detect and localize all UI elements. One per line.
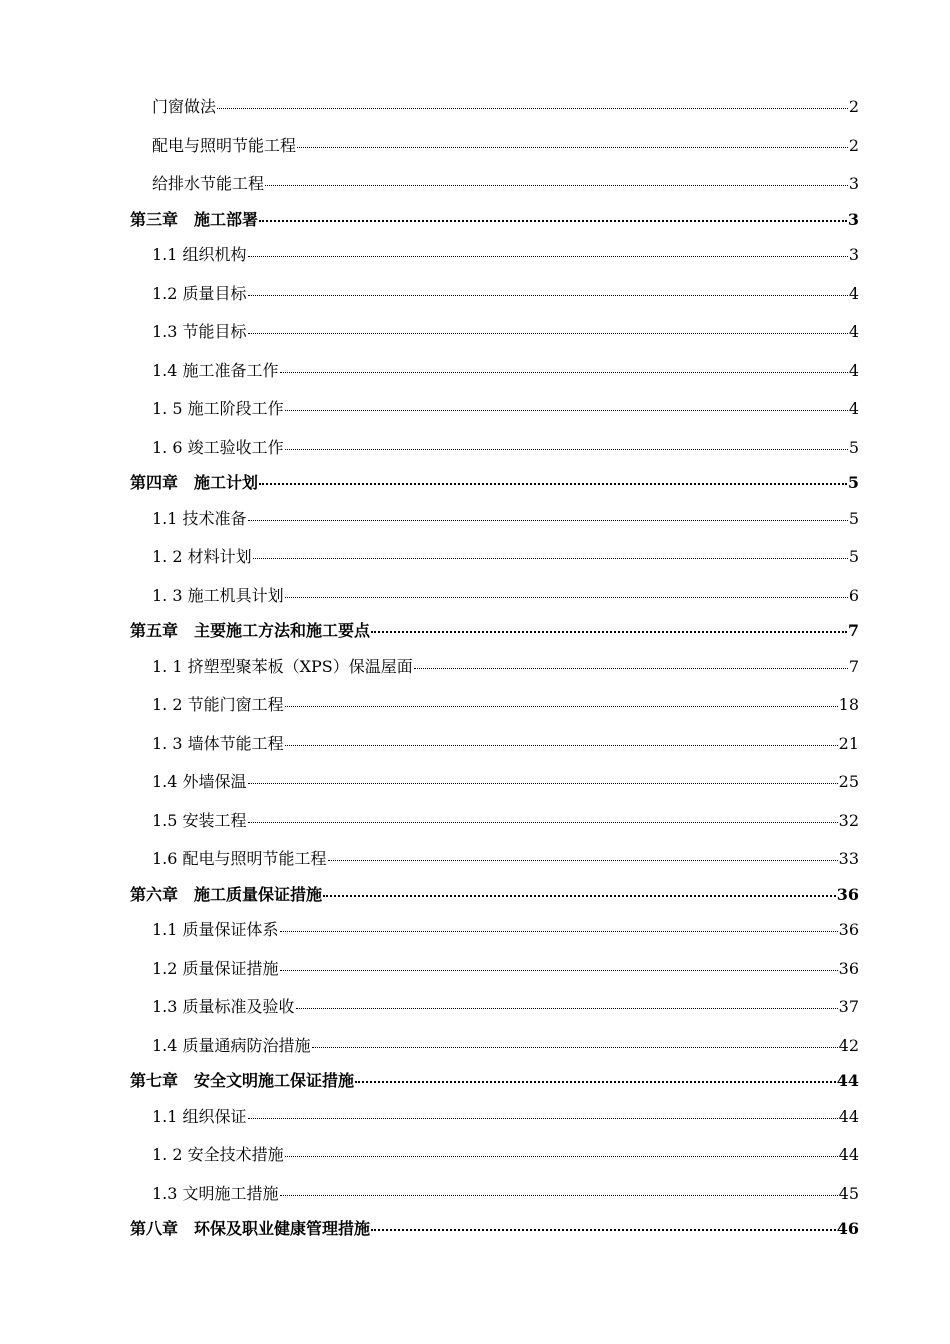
toc-section-entry[interactable] (152, 281, 859, 307)
dot-leader (285, 1156, 838, 1157)
toc-entry-page-number: 46 (836, 1219, 859, 1238)
toc-section-entry[interactable] (152, 171, 859, 197)
toc-entry-title: 1.1 质量保证体系 (152, 920, 279, 939)
toc-section-entry[interactable] (152, 994, 859, 1020)
dot-leader (414, 668, 848, 669)
toc-entry-page-number: 37 (838, 997, 859, 1016)
toc-entry-title: 1. 3 施工机具计划 (152, 585, 284, 605)
toc-section-entry[interactable] (152, 1104, 859, 1130)
toc-entry-page-number: 3 (848, 174, 859, 193)
toc-entry-page-number: 44 (838, 1145, 859, 1164)
dot-leader (248, 783, 838, 784)
toc-entry-title: 1.3 文明施工措施 (152, 1183, 279, 1203)
toc-chapter-entry[interactable] (130, 1068, 859, 1094)
toc-section-entry[interactable] (152, 242, 859, 268)
toc-entry-page-number: 4 (848, 399, 859, 418)
toc-entry-page-number: 4 (848, 283, 859, 303)
toc-section-entry[interactable] (152, 583, 859, 609)
toc-entry-title: 1.3 质量标准及验收 (152, 997, 295, 1016)
toc-entry-page-number: 3 (848, 245, 859, 264)
toc-entry-title: 1. 5 施工阶段工作 (152, 399, 284, 418)
dot-leader (328, 860, 838, 861)
toc-entry-page-number: 44 (838, 1106, 859, 1126)
toc-entry-title: 1. 2 材料计划 (152, 547, 252, 566)
toc-entry-title: 1.2 质量保证措施 (152, 958, 279, 978)
toc-section-entry[interactable] (152, 1181, 859, 1207)
toc-entry-title: 1.2 质量目标 (152, 283, 247, 303)
dot-leader (285, 706, 838, 707)
toc-entry-page-number: 36 (838, 920, 859, 939)
toc-section-entry[interactable] (152, 133, 859, 159)
toc-entry-title: 1. 6 竣工验收工作 (152, 437, 284, 457)
toc-entry-title: 第四章 施工计划 (130, 473, 259, 492)
toc-entry-page-number: 3 (847, 209, 859, 229)
dot-leader (312, 1047, 838, 1048)
toc-entry-title: 1.1 组织保证 (152, 1106, 247, 1126)
dot-leader (259, 483, 847, 485)
dot-leader (355, 1081, 836, 1083)
dot-leader (248, 520, 848, 521)
toc-entry-title: 第七章 安全文明施工保证措施 (130, 1071, 355, 1090)
toc-section-entry[interactable] (152, 808, 859, 834)
toc-entry-title: 给排水节能工程 (152, 174, 265, 193)
dot-leader (280, 970, 838, 971)
toc-section-entry[interactable] (152, 956, 859, 982)
toc-section-entry[interactable] (152, 917, 859, 943)
toc-section-entry[interactable] (152, 654, 859, 680)
dot-leader (371, 631, 847, 633)
toc-entry-page-number: 6 (848, 585, 859, 605)
toc-entry-title: 1.4 质量通病防治措施 (152, 1035, 311, 1055)
toc-section-entry[interactable] (152, 358, 859, 384)
dot-leader (248, 333, 848, 334)
dot-leader (253, 558, 848, 559)
toc-entry-page-number: 7 (847, 621, 859, 640)
toc-entry-page-number: 36 (838, 958, 859, 978)
toc-entry-page-number: 4 (848, 360, 859, 380)
toc-section-entry[interactable] (152, 769, 859, 795)
dot-leader (248, 1118, 838, 1119)
toc-entry-page-number: 2 (848, 97, 859, 116)
toc-entry-page-number: 5 (848, 437, 859, 457)
toc-entry-title: 1.1 组织机构 (152, 245, 247, 264)
toc-entry-page-number: 33 (838, 849, 859, 868)
toc-entry-title: 1. 3 墙体节能工程 (152, 733, 284, 753)
toc-entry-title: 第八章 环保及职业健康管理措施 (130, 1219, 371, 1238)
toc-entry-title: 1. 2 节能门窗工程 (152, 695, 284, 714)
dot-leader (280, 931, 838, 932)
toc-entry-page-number: 18 (838, 695, 859, 714)
toc-entry-title: 第五章 主要施工方法和施工要点 (130, 621, 371, 640)
toc-entry-title: 第三章 施工部署 (130, 209, 259, 229)
toc-section-entry[interactable] (152, 846, 859, 872)
dot-leader (248, 822, 838, 823)
dot-leader (297, 147, 848, 148)
dot-leader (265, 185, 848, 186)
toc-entry-title: 1. 1 挤塑型聚苯板（XPS）保温屋面 (152, 656, 413, 676)
toc-entry-title: 配电与照明节能工程 (152, 135, 297, 155)
toc-section-entry[interactable] (152, 1033, 859, 1059)
toc-chapter-entry[interactable] (130, 882, 859, 908)
toc-entry-page-number: 5 (847, 473, 859, 492)
dot-leader (248, 256, 848, 257)
toc-section-entry[interactable] (152, 435, 859, 461)
dot-leader (296, 1008, 838, 1009)
toc-entry-title: 1.5 安装工程 (152, 810, 247, 830)
dot-leader (280, 1195, 838, 1196)
toc-section-entry[interactable] (152, 319, 859, 345)
dot-leader (248, 295, 848, 296)
dot-leader (280, 372, 848, 373)
toc-section-entry[interactable] (152, 692, 859, 718)
toc-entry-title: 1.4 施工准备工作 (152, 360, 279, 380)
toc-section-entry[interactable] (152, 396, 859, 422)
toc-section-entry[interactable] (152, 506, 859, 532)
toc-entry-title: 第六章 施工质量保证措施 (130, 884, 323, 904)
toc-chapter-entry[interactable] (130, 470, 859, 496)
dot-leader (371, 1229, 836, 1231)
toc-entry-page-number: 44 (836, 1071, 859, 1090)
toc-chapter-entry[interactable] (130, 207, 859, 233)
toc-entry-page-number: 5 (848, 508, 859, 528)
toc-entry-page-number: 45 (838, 1183, 859, 1203)
toc-chapter-entry[interactable] (130, 618, 859, 644)
dot-leader (285, 745, 838, 746)
dot-leader (285, 449, 848, 450)
toc-entry-title: 1.3 节能目标 (152, 322, 247, 341)
toc-entry-page-number: 42 (838, 1035, 859, 1055)
toc-entry-page-number: 21 (838, 733, 859, 753)
toc-entry-title: 1.6 配电与照明节能工程 (152, 849, 327, 868)
toc-entry-title: 1. 2 安全技术措施 (152, 1145, 284, 1164)
toc-entry-page-number: 5 (848, 547, 859, 566)
dot-leader (285, 410, 848, 411)
dot-leader (285, 597, 848, 598)
dot-leader (217, 108, 848, 109)
toc-section-entry[interactable] (152, 94, 859, 120)
dot-leader (323, 895, 836, 897)
toc-entry-page-number: 25 (838, 772, 859, 791)
toc-section-entry[interactable] (152, 731, 859, 757)
toc-entry-page-number: 2 (848, 135, 859, 155)
toc-chapter-entry[interactable] (130, 1216, 859, 1242)
toc-section-entry[interactable] (152, 544, 859, 570)
toc-entry-title: 门窗做法 (152, 97, 217, 116)
toc-entry-page-number: 4 (848, 322, 859, 341)
toc-entry-page-number: 32 (838, 810, 859, 830)
dot-leader (259, 220, 847, 222)
toc-entry-title: 1.4 外墙保温 (152, 772, 247, 791)
toc-section-entry[interactable] (152, 1142, 859, 1168)
toc-entry-page-number: 36 (836, 884, 859, 904)
toc-entry-title: 1.1 技术准备 (152, 508, 247, 528)
toc-entry-page-number: 7 (848, 656, 859, 676)
